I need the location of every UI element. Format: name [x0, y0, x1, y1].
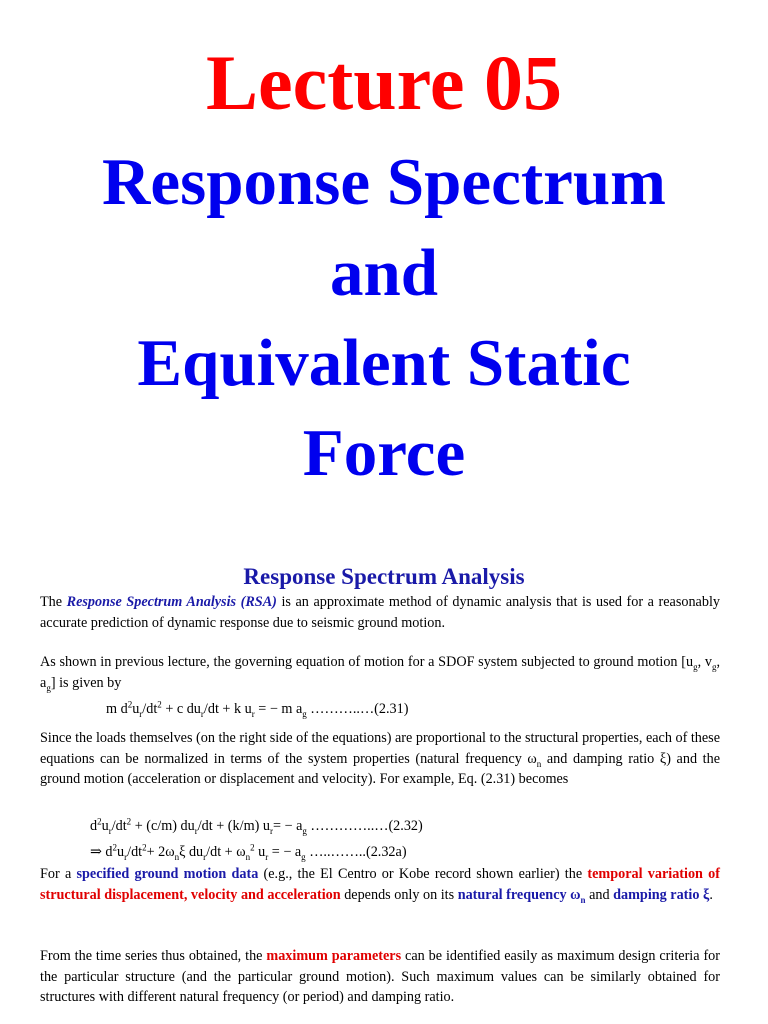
paragraph-maximum-parameters: From the time series thus obtained, the maximum parameters can be identified easily as maximum design criteria for the particular structure (and the particular ground motion). Such maximum values can be similarly obtained for structures with different natural frequency (or period) and damping ratio. — [40, 948, 721, 1005]
title-line-1: Response Spectrum — [102, 145, 666, 219]
title-line-3: Equivalent Static — [137, 326, 631, 400]
damping-ratio-term: damping ratio ξ — [613, 886, 710, 903]
section-heading: Response Spectrum Analysis — [243, 564, 525, 589]
paragraph-ground-motion: For a specified ground motion data (e.g., the El Centro or Kobe record shown earlier) the temporal variation of structural displacement, velocity and acceleration depends only on its natural frequency $\omega_n$ and damping ratio ξ. — [40, 866, 721, 905]
equation-2-32a: ⇒ $d^2u_r/dt^2+ 2\omega_n\xi$ $du_r/dt + \omega_n^2$ $u_r$ = − $a_g$ …..……..(2.32a) — [90, 842, 407, 862]
paragraph-governing-equation: As shown in previous lecture, the governing equation of motion for a SDOF system subjected to ground motion [$u_g$, $v_g$, $a_g$] is given by — [40, 654, 720, 693]
temporal-variation-term: temporal variation of structural displacement, velocity and acceleration — [40, 866, 721, 903]
natural-frequency-term: natural frequency $\omega_n$ — [457, 886, 586, 905]
paragraph-normalization: Since the loads themselves (on the right side of the equations) are proportional to the structural properties, each of these equations can be normalized in terms of the system properties (natural frequency $\omega_n$ and damping ratio ξ) and the ground motion (acceleration or displacement and velocity). For example, Eq. (2.31) becomes — [40, 730, 721, 787]
maximum-parameters-term: maximum parameters — [266, 948, 402, 964]
rsa-term: Response Spectrum Analysis (RSA) — [66, 594, 277, 610]
paragraph-rsa-definition: The Response Spectrum Analysis (RSA) is an approximate method of dynamic analysis that is used for a reasonably accurate prediction of dynamic response due to seismic ground motion. — [40, 594, 720, 631]
equation-2-32: $d^2u_r/dt^2 + (c/m) du_r/dt + (k/m) u_r= - a_g$ …………..…(2.32) — [90, 816, 423, 836]
title-line-4: Force — [302, 416, 466, 490]
title-line-2: and — [329, 236, 439, 310]
equation-2-31: m $d^2u_r/dt^2 + c$ $du_r/dt + k$ $u_r$ = − m $a_g$ ………..…(2.31) — [106, 699, 409, 719]
ground-motion-term: specified ground motion data — [76, 866, 259, 882]
lecture-number: Lecture 05 — [206, 39, 562, 126]
